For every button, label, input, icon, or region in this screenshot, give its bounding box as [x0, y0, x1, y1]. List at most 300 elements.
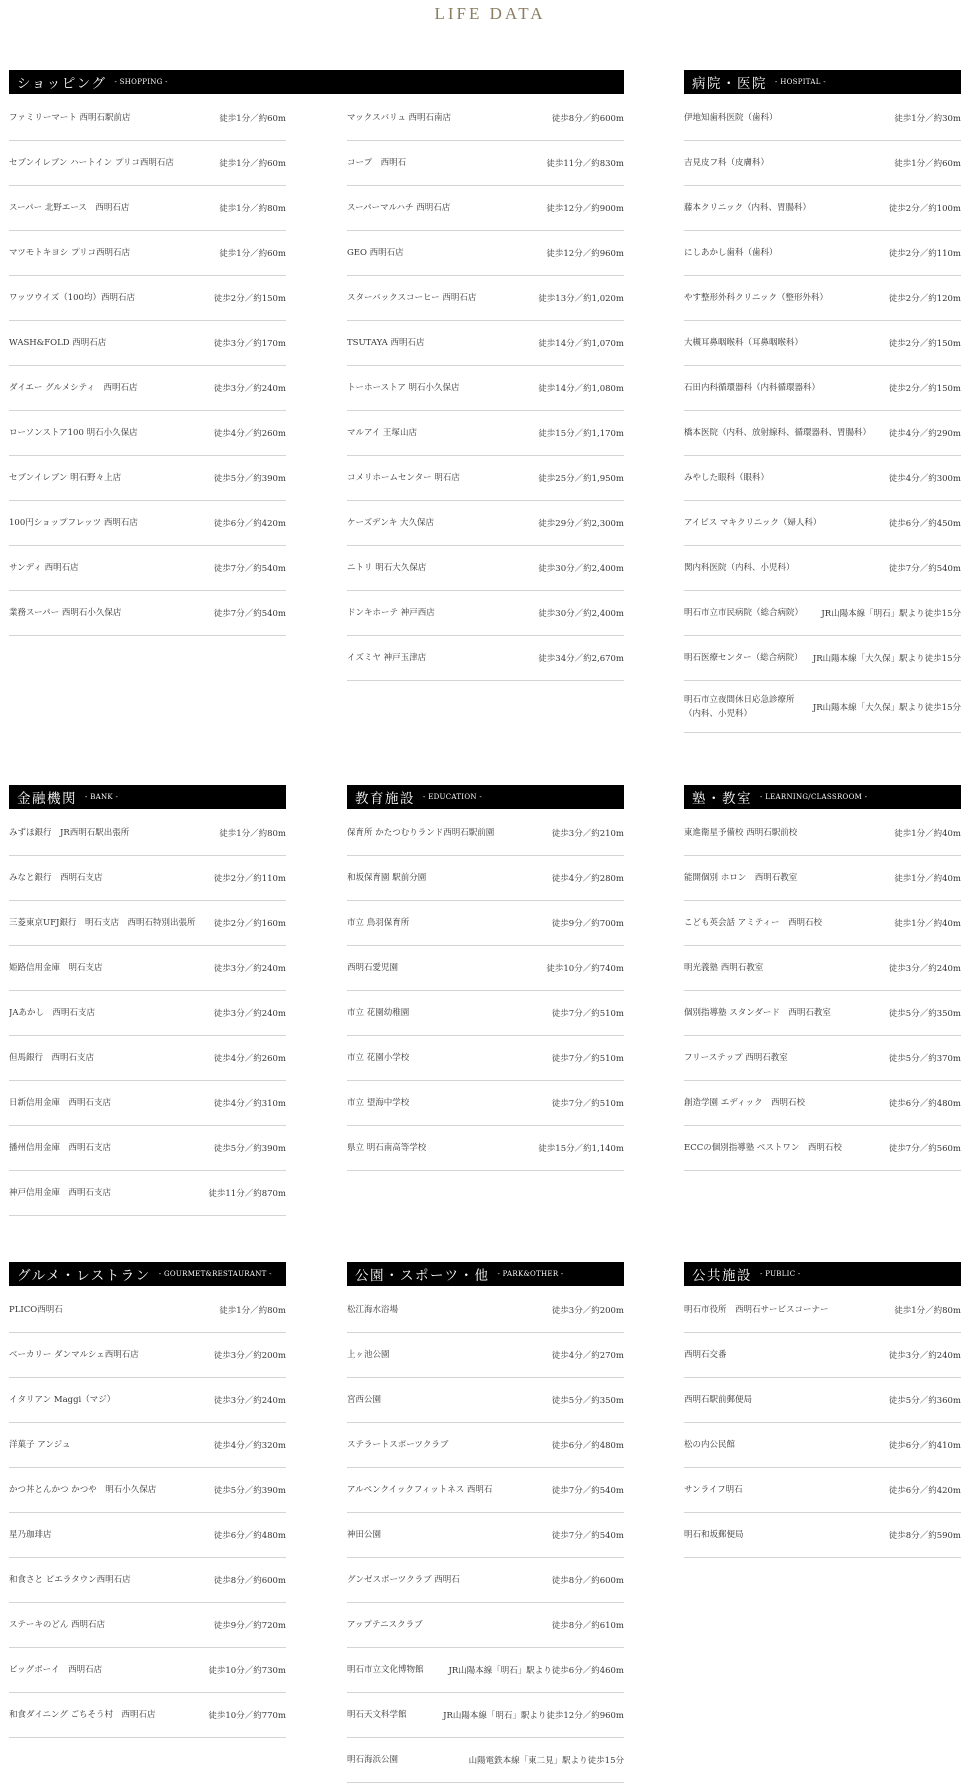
section-header-classroom — [684, 785, 961, 809]
facility-name: イズミヤ 神戸玉津店 — [347, 653, 427, 663]
facility-name — [684, 693, 809, 721]
facility-distance: 徒歩15分／約1,140m — [538, 1144, 624, 1154]
list-item — [347, 901, 624, 946]
facility-distance: 徒歩1分／約80m — [219, 1306, 286, 1316]
facility-distance: 徒歩3分／約240m — [888, 964, 961, 974]
facility-name: 西明石交番 — [684, 1350, 727, 1360]
facility-distance: 徒歩7分／約540m — [888, 564, 961, 574]
facility-name: 吉見皮フ科（皮膚科） — [684, 158, 770, 168]
facility-name: コメリホームセンター 明石店 — [347, 473, 460, 483]
list-item — [9, 1603, 286, 1648]
section-title: 病院・医院 — [692, 76, 767, 92]
list-item — [347, 856, 624, 901]
facility-name: 伊地知歯科医院（歯科） — [684, 113, 778, 123]
list-item — [9, 456, 286, 501]
facility-name: ファミリーマート 西明石駅前店 — [9, 113, 131, 123]
facility-distance: 山陽電鉄本線「東二見」駅より徒歩15分 — [468, 1756, 624, 1766]
list-item — [684, 636, 961, 681]
page-title: LIFE DATA — [434, 4, 546, 23]
section-title: 金融機関 — [17, 791, 77, 807]
list-item — [684, 546, 961, 591]
facility-name: 関内科医院（内科、小児科） — [684, 563, 795, 573]
facility-distance: 徒歩5分／約360m — [888, 1396, 961, 1406]
facility-distance: 徒歩3分／約240m — [213, 1396, 286, 1406]
facility-distance: 徒歩30分／約2,400m — [538, 564, 624, 574]
list-item — [9, 1378, 286, 1423]
facility-name: 西明石愛児園 — [347, 963, 399, 973]
section-header-shopping — [9, 70, 624, 94]
list-item — [684, 96, 961, 141]
list-item — [347, 1423, 624, 1468]
facility-distance: 徒歩1分／約80m — [219, 204, 286, 214]
list-item — [9, 901, 286, 946]
list-item — [347, 1036, 624, 1081]
list-item — [9, 411, 286, 456]
list-item — [347, 456, 624, 501]
section-title: 公共施設 — [692, 1268, 752, 1284]
list-item — [684, 141, 961, 186]
section-title: グルメ・レストラン — [17, 1268, 151, 1284]
facility-distance: 徒歩10分／約740m — [546, 964, 624, 974]
facility-distance: 徒歩1分／約60m — [219, 249, 286, 259]
facility-distance: 徒歩6分／約420m — [888, 1486, 961, 1496]
facility-distance: 徒歩25分／約1,950m — [538, 474, 624, 484]
facility-name: 神戸信用金庫 西明石支店 — [9, 1188, 112, 1198]
facility-name: フリーステップ 西明石教室 — [684, 1053, 788, 1063]
facility-distance: 徒歩1分／約40m — [894, 874, 961, 884]
list-item — [9, 1648, 286, 1693]
facility-name: 藤本クリニック（内科、胃腸科） — [684, 203, 811, 213]
facility-distance: 徒歩7分／約540m — [551, 1486, 624, 1496]
list-item — [347, 1378, 624, 1423]
section-header-gourmet — [9, 1262, 286, 1286]
facility-name: 業務スーパー 西明石小久保店 — [9, 608, 122, 618]
facility-distance: 徒歩14分／約1,080m — [538, 384, 624, 394]
facility-distance: 徒歩4分／約280m — [551, 874, 624, 884]
list-item — [684, 856, 961, 901]
facility-distance: 徒歩4分／約260m — [213, 1054, 286, 1064]
facility-distance: 徒歩6分／約410m — [888, 1441, 961, 1451]
section-header-education — [347, 785, 624, 809]
facility-name: 市立 花園小学校 — [347, 1053, 410, 1063]
list-item — [684, 456, 961, 501]
list-item — [347, 1468, 624, 1513]
facility-distance: 徒歩3分／約240m — [888, 1351, 961, 1361]
list-item — [347, 1738, 624, 1783]
facility-distance: 徒歩2分／約150m — [888, 384, 961, 394]
facility-distance: 徒歩6分／約480m — [213, 1531, 286, 1541]
facility-name: サンディ 西明石店 — [9, 563, 79, 573]
facility-distance: 徒歩5分／約370m — [888, 1054, 961, 1064]
list-item — [684, 1126, 961, 1171]
facility-distance: 徒歩4分／約270m — [551, 1351, 624, 1361]
list-item — [684, 1288, 961, 1333]
facility-distance: 徒歩3分／約240m — [213, 384, 286, 394]
facility-distance: 徒歩13分／約1,020m — [538, 294, 624, 304]
facility-name: 明石市役所 西明石サービスコーナー — [684, 1305, 829, 1315]
facility-name: ステーキのどん 西明石店 — [9, 1620, 106, 1630]
list-item — [9, 1126, 286, 1171]
facility-distance: 徒歩30分／約2,400m — [538, 609, 624, 619]
facility-distance: 徒歩3分／約200m — [213, 1351, 286, 1361]
section-subtitle: - SHOPPING - — [114, 78, 168, 86]
list-item — [9, 811, 286, 856]
facility-name: 東進衛星予備校 西明石駅前校 — [684, 828, 798, 838]
classroom-list — [684, 811, 961, 1171]
education-list — [347, 811, 624, 1171]
facility-distance: 徒歩2分／約100m — [888, 204, 961, 214]
facility-name: ローソンストア100 明石小久保店 — [9, 428, 138, 438]
list-item — [9, 946, 286, 991]
facility-distance: 徒歩1分／約60m — [894, 159, 961, 169]
facility-distance: 徒歩34分／約2,670m — [538, 654, 624, 664]
list-item — [9, 186, 286, 231]
section-title: 公園・スポーツ・他 — [355, 1268, 490, 1284]
list-item — [684, 276, 961, 321]
list-item — [347, 1333, 624, 1378]
gourmet-list — [9, 1288, 286, 1738]
facility-distance: 徒歩2分／約120m — [888, 294, 961, 304]
list-item — [347, 1648, 624, 1693]
facility-name: 但馬銀行 西明石支店 — [9, 1053, 95, 1063]
facility-distance: 徒歩4分／約310m — [213, 1099, 286, 1109]
facility-distance: JR山陽本線「大久保」駅より徒歩15分 — [812, 654, 961, 664]
facility-distance: 徒歩10分／約770m — [208, 1711, 286, 1721]
facility-distance: 徒歩29分／約2,300m — [538, 519, 624, 529]
facility-name: 明光義塾 西明石教室 — [684, 963, 764, 973]
section-header-hospital — [684, 70, 961, 94]
facility-name: アルペンクイックフィットネス 西明石 — [347, 1485, 493, 1495]
list-item — [684, 991, 961, 1036]
facility-distance: 徒歩7分／約540m — [551, 1531, 624, 1541]
list-item — [347, 321, 624, 366]
list-item — [9, 321, 286, 366]
facility-name: マツモトキヨシ プリコ西明石店 — [9, 248, 130, 258]
list-item — [9, 1558, 286, 1603]
section-subtitle: - BANK - — [85, 793, 119, 801]
facility-name: 市立 望海中学校 — [347, 1098, 410, 1108]
facility-name: スーパーマルハチ 西明石店 — [347, 203, 451, 213]
facility-name: サンライフ明石 — [684, 1485, 743, 1495]
facility-name: 三菱東京UFJ銀行 明石支店 西明石特別出張所 — [9, 918, 196, 928]
facility-name: 西明石駅前郵便局 — [684, 1395, 753, 1405]
facility-name: 神田公園 — [347, 1530, 382, 1540]
list-item — [684, 591, 961, 636]
list-item — [347, 1081, 624, 1126]
facility-name: ECCの個別指導塾 ベストワン 西明石校 — [684, 1143, 842, 1153]
facility-distance: 徒歩5分／約350m — [551, 1396, 624, 1406]
facility-distance: 徒歩6分／約480m — [888, 1099, 961, 1109]
facility-name: みなと銀行 西明石支店 — [9, 873, 103, 883]
facility-name: みずほ銀行 JR西明石駅出張所 — [9, 828, 130, 838]
list-item — [347, 366, 624, 411]
list-item — [347, 1288, 624, 1333]
list-item — [684, 1333, 961, 1378]
list-item — [347, 1603, 624, 1648]
facility-distance: 徒歩3分／約240m — [213, 964, 286, 974]
facility-name: GEO 西明石店 — [347, 248, 404, 258]
facility-distance: 徒歩3分／約210m — [551, 829, 624, 839]
facility-name: 明石市立市民病院（総合病院） — [684, 608, 804, 618]
facility-name: 播州信用金庫 西明石支店 — [9, 1143, 112, 1153]
list-item — [347, 991, 624, 1036]
facility-distance: 徒歩7分／約510m — [551, 1054, 624, 1064]
facility-name: 創造学園 エディック 西明石校 — [684, 1098, 806, 1108]
list-item — [9, 1288, 286, 1333]
facility-distance: 徒歩3分／約240m — [213, 1009, 286, 1019]
list-item — [684, 366, 961, 411]
list-item — [9, 1171, 286, 1216]
facility-name: 大槻耳鼻咽喉科（耳鼻咽喉科） — [684, 338, 804, 348]
list-item — [684, 1513, 961, 1558]
facility-name: かつ丼とんかつ かつや 明石小久保店 — [9, 1485, 157, 1495]
facility-distance: 徒歩12分／約960m — [546, 249, 624, 259]
list-item — [9, 96, 286, 141]
facility-distance: 徒歩2分／約110m — [213, 874, 286, 884]
facility-distance: 徒歩1分／約30m — [894, 114, 961, 124]
facility-name: 個別指導塾 スタンダード 西明石教室 — [684, 1008, 831, 1018]
facility-name: こども英会話 アミティー 西明石校 — [684, 918, 823, 928]
facility-name: にしあかし歯科（歯科） — [684, 248, 778, 258]
facility-distance: 徒歩15分／約1,170m — [538, 429, 624, 439]
list-item — [9, 231, 286, 276]
facility-distance: 徒歩7分／約510m — [551, 1099, 624, 1109]
facility-name: 宮西公園 — [347, 1395, 382, 1405]
facility-distance: 徒歩8分／約600m — [213, 1576, 286, 1586]
facility-name: 石田内科循環器科（内科循環器科） — [684, 383, 821, 393]
facility-name: スーパー 北野エース 西明石店 — [9, 203, 130, 213]
list-item — [347, 1558, 624, 1603]
facility-name: 上ヶ池公園 — [347, 1350, 390, 1360]
list-item — [347, 1126, 624, 1171]
section-subtitle: - GOURMET&RESTAURANT - — [158, 1270, 272, 1278]
list-item — [347, 231, 624, 276]
facility-distance: 徒歩4分／約260m — [213, 429, 286, 439]
list-item — [684, 811, 961, 856]
facility-name: ステラートスポーツクラブ — [347, 1440, 449, 1450]
facility-distance: 徒歩4分／約300m — [888, 474, 961, 484]
facility-name: JAあかし 西明石支店 — [9, 1008, 96, 1018]
facility-distance: 徒歩7分／約540m — [213, 564, 286, 574]
list-item — [347, 591, 624, 636]
facility-name: 明石市立文化博物館 — [347, 1665, 424, 1675]
facility-name: 明石海浜公園 — [347, 1755, 399, 1765]
facility-distance: 徒歩2分／約150m — [213, 294, 286, 304]
facility-distance: 徒歩5分／約390m — [213, 474, 286, 484]
list-item — [347, 546, 624, 591]
facility-name-line1: 明石市立夜間休日応急診療所 — [684, 694, 795, 705]
list-item — [9, 1693, 286, 1738]
section-title: 教育施設 — [355, 791, 415, 807]
facility-distance: 徒歩4分／約320m — [213, 1441, 286, 1451]
facility-name: TSUTAYA 西明石店 — [347, 338, 425, 348]
list-item — [347, 1513, 624, 1558]
facility-distance: 徒歩1分／約60m — [219, 114, 286, 124]
facility-distance: 徒歩12分／約900m — [546, 204, 624, 214]
facility-distance: JR山陽本線「明石」駅より徒歩12分／約960m — [443, 1711, 624, 1721]
list-item — [347, 636, 624, 681]
list-item — [9, 1036, 286, 1081]
list-item — [684, 321, 961, 366]
facility-distance: 徒歩8分／約610m — [551, 1621, 624, 1631]
facility-name: PLICO西明石 — [9, 1305, 63, 1315]
facility-name: アップテニスクラブ — [347, 1620, 423, 1630]
facility-distance: JR山陽本線「明石」駅より徒歩6分／約460m — [448, 1666, 624, 1676]
facility-distance: 徒歩6分／約480m — [551, 1441, 624, 1451]
facility-distance: 徒歩7分／約560m — [888, 1144, 961, 1154]
section-title: 塾・教室 — [692, 791, 752, 807]
list-item — [9, 991, 286, 1036]
list-item — [347, 501, 624, 546]
facility-name: 明石医療センター（総合病院） — [684, 653, 803, 663]
facility-name: 明石和坂郵便局 — [684, 1530, 744, 1540]
shopping-list-right — [347, 96, 624, 681]
facility-distance: 徒歩7分／約540m — [213, 609, 286, 619]
list-item — [684, 186, 961, 231]
section-title: ショッピング — [17, 76, 107, 92]
facility-distance: 徒歩7分／約510m — [551, 1009, 624, 1019]
facility-name: 100円ショップフレッツ 西明石店 — [9, 518, 138, 528]
section-header-bank — [9, 785, 286, 809]
facility-distance: 徒歩8分／約600m — [551, 114, 624, 124]
facility-name: 松江海水浴場 — [347, 1305, 399, 1315]
list-item — [347, 141, 624, 186]
facility-name: 市立 鳥羽保育所 — [347, 918, 410, 928]
list-item — [9, 1513, 286, 1558]
list-item — [347, 1693, 624, 1738]
facility-distance: JR山陽本線「明石」駅より徒歩15分 — [821, 609, 961, 619]
facility-name: 日新信用金庫 西明石支店 — [9, 1098, 112, 1108]
facility-distance: 徒歩8分／約590m — [888, 1531, 961, 1541]
list-item — [684, 1423, 961, 1468]
list-item — [9, 591, 286, 636]
facility-name: スターバックスコーヒー 西明石店 — [347, 293, 477, 303]
section-subtitle: - EDUCATION - — [423, 793, 483, 801]
list-item — [9, 856, 286, 901]
facility-name: 和食ダイニング ごちそう村 西明石店 — [9, 1710, 156, 1720]
list-item — [684, 901, 961, 946]
facility-distance: 徒歩3分／約170m — [213, 339, 286, 349]
facility-name: ベーカリー ダンマルシェ西明石店 — [9, 1350, 139, 1360]
park-list — [347, 1288, 624, 1783]
section-subtitle: - PARK&OTHER - — [497, 1270, 564, 1278]
facility-distance: 徒歩5分／約390m — [213, 1486, 286, 1496]
list-item — [347, 946, 624, 991]
list-item — [9, 276, 286, 321]
list-item — [684, 231, 961, 276]
facility-distance: 徒歩1分／約40m — [894, 829, 961, 839]
facility-name: 和食さと ビエラタウン西明石店 — [9, 1575, 131, 1585]
facility-name: ワッツウイズ（100均）西明石店 — [9, 293, 135, 303]
facility-name: 市立 花園幼稚園 — [347, 1008, 410, 1018]
facility-name: 和坂保育園 駅前分園 — [347, 873, 427, 883]
list-item — [347, 96, 624, 141]
facility-distance: 徒歩2分／約150m — [888, 339, 961, 349]
facility-distance: 徒歩5分／約390m — [213, 1144, 286, 1154]
facility-name: セブンイレブン ハートイン プリコ西明石店 — [9, 158, 174, 168]
list-item — [347, 276, 624, 321]
facility-distance: JR山陽本線「大久保」駅より徒歩15分 — [812, 702, 961, 713]
facility-distance: 徒歩1分／約80m — [894, 1306, 961, 1316]
facility-name: アイビス マキクリニック（婦人科） — [684, 518, 822, 528]
list-item — [9, 141, 286, 186]
list-item — [684, 1081, 961, 1126]
facility-distance: 徒歩4分／約290m — [888, 429, 961, 439]
facility-name: ケーズデンキ 大久保店 — [347, 518, 434, 528]
facility-name: ビッグボーイ 西明石店 — [9, 1665, 103, 1675]
list-item — [9, 501, 286, 546]
facility-name-line2: （内科、小児科） — [684, 708, 753, 719]
section-header-park — [347, 1262, 624, 1286]
facility-name: マルアイ 王塚山店 — [347, 428, 417, 438]
section-subtitle: - PUBLIC - — [760, 1270, 801, 1278]
list-item — [684, 501, 961, 546]
list-item — [684, 1036, 961, 1081]
list-item — [347, 186, 624, 231]
list-item — [9, 1333, 286, 1378]
facility-distance: 徒歩8分／約600m — [551, 1576, 624, 1586]
facility-name: ドンキホーテ 神戸西店 — [347, 608, 435, 618]
list-item — [9, 1468, 286, 1513]
facility-distance: 徒歩9分／約720m — [213, 1621, 286, 1631]
facility-name: 姫路信用金庫 明石支店 — [9, 963, 103, 973]
facility-name: みやした眼科（眼科） — [684, 473, 770, 483]
facility-name: セブンイレブン 明石野々上店 — [9, 473, 122, 483]
facility-distance: 徒歩9分／約700m — [551, 919, 624, 929]
facility-distance: 徒歩1分／約40m — [894, 919, 961, 929]
list-item — [684, 411, 961, 456]
facility-distance: 徒歩6分／約420m — [213, 519, 286, 529]
bank-list — [9, 811, 286, 1216]
public-list — [684, 1288, 961, 1558]
facility-name: 能開個別 ホロン 西明石教室 — [684, 873, 798, 883]
list-item — [347, 411, 624, 456]
facility-name: トーホーストア 明石小久保店 — [347, 383, 460, 393]
facility-name: ニトリ 明石大久保店 — [347, 563, 427, 573]
facility-distance: 徒歩1分／約60m — [219, 159, 286, 169]
facility-name: 橋本医院（内科、放射線科、循環器科、胃腸科） — [684, 428, 872, 438]
facility-name: 明石天文科学館 — [347, 1710, 407, 1720]
hospital-list — [684, 96, 961, 733]
facility-distance: 徒歩14分／約1,070m — [538, 339, 624, 349]
facility-distance: 徒歩2分／約110m — [888, 249, 961, 259]
list-item — [684, 1378, 961, 1423]
facility-name: 星乃珈琲店 — [9, 1530, 52, 1540]
facility-name: やす整形外科クリニック（整形外科） — [684, 293, 828, 303]
section-subtitle: - HOSPITAL - — [775, 78, 826, 86]
section-subtitle: - LEARNING/CLASSROOM - — [760, 793, 868, 801]
facility-distance: 徒歩5分／約350m — [888, 1009, 961, 1019]
facility-name: ダイエー グルメシティ 西明石店 — [9, 383, 138, 393]
facility-name: 洋菓子 アンジュ — [9, 1440, 71, 1450]
facility-name: グンゼスポーツクラブ 西明石 — [347, 1575, 460, 1585]
facility-distance: 徒歩10分／約730m — [208, 1666, 286, 1676]
list-item — [9, 546, 286, 591]
list-item — [347, 811, 624, 856]
list-item — [9, 1081, 286, 1126]
list-item — [684, 681, 961, 733]
facility-distance: 徒歩3分／約200m — [551, 1306, 624, 1316]
facility-name: 松の内公民館 — [684, 1440, 736, 1450]
section-header-public — [684, 1262, 961, 1286]
facility-name: 保育所 かたつむりランド西明石駅前園 — [347, 828, 495, 838]
facility-distance: 徒歩2分／約160m — [213, 919, 286, 929]
shopping-list-left — [9, 96, 286, 636]
list-item — [684, 946, 961, 991]
facility-distance: 徒歩11分／約870m — [208, 1189, 286, 1199]
facility-distance: 徒歩11分／約830m — [546, 159, 624, 169]
facility-name: コープ 西明石 — [347, 158, 407, 168]
